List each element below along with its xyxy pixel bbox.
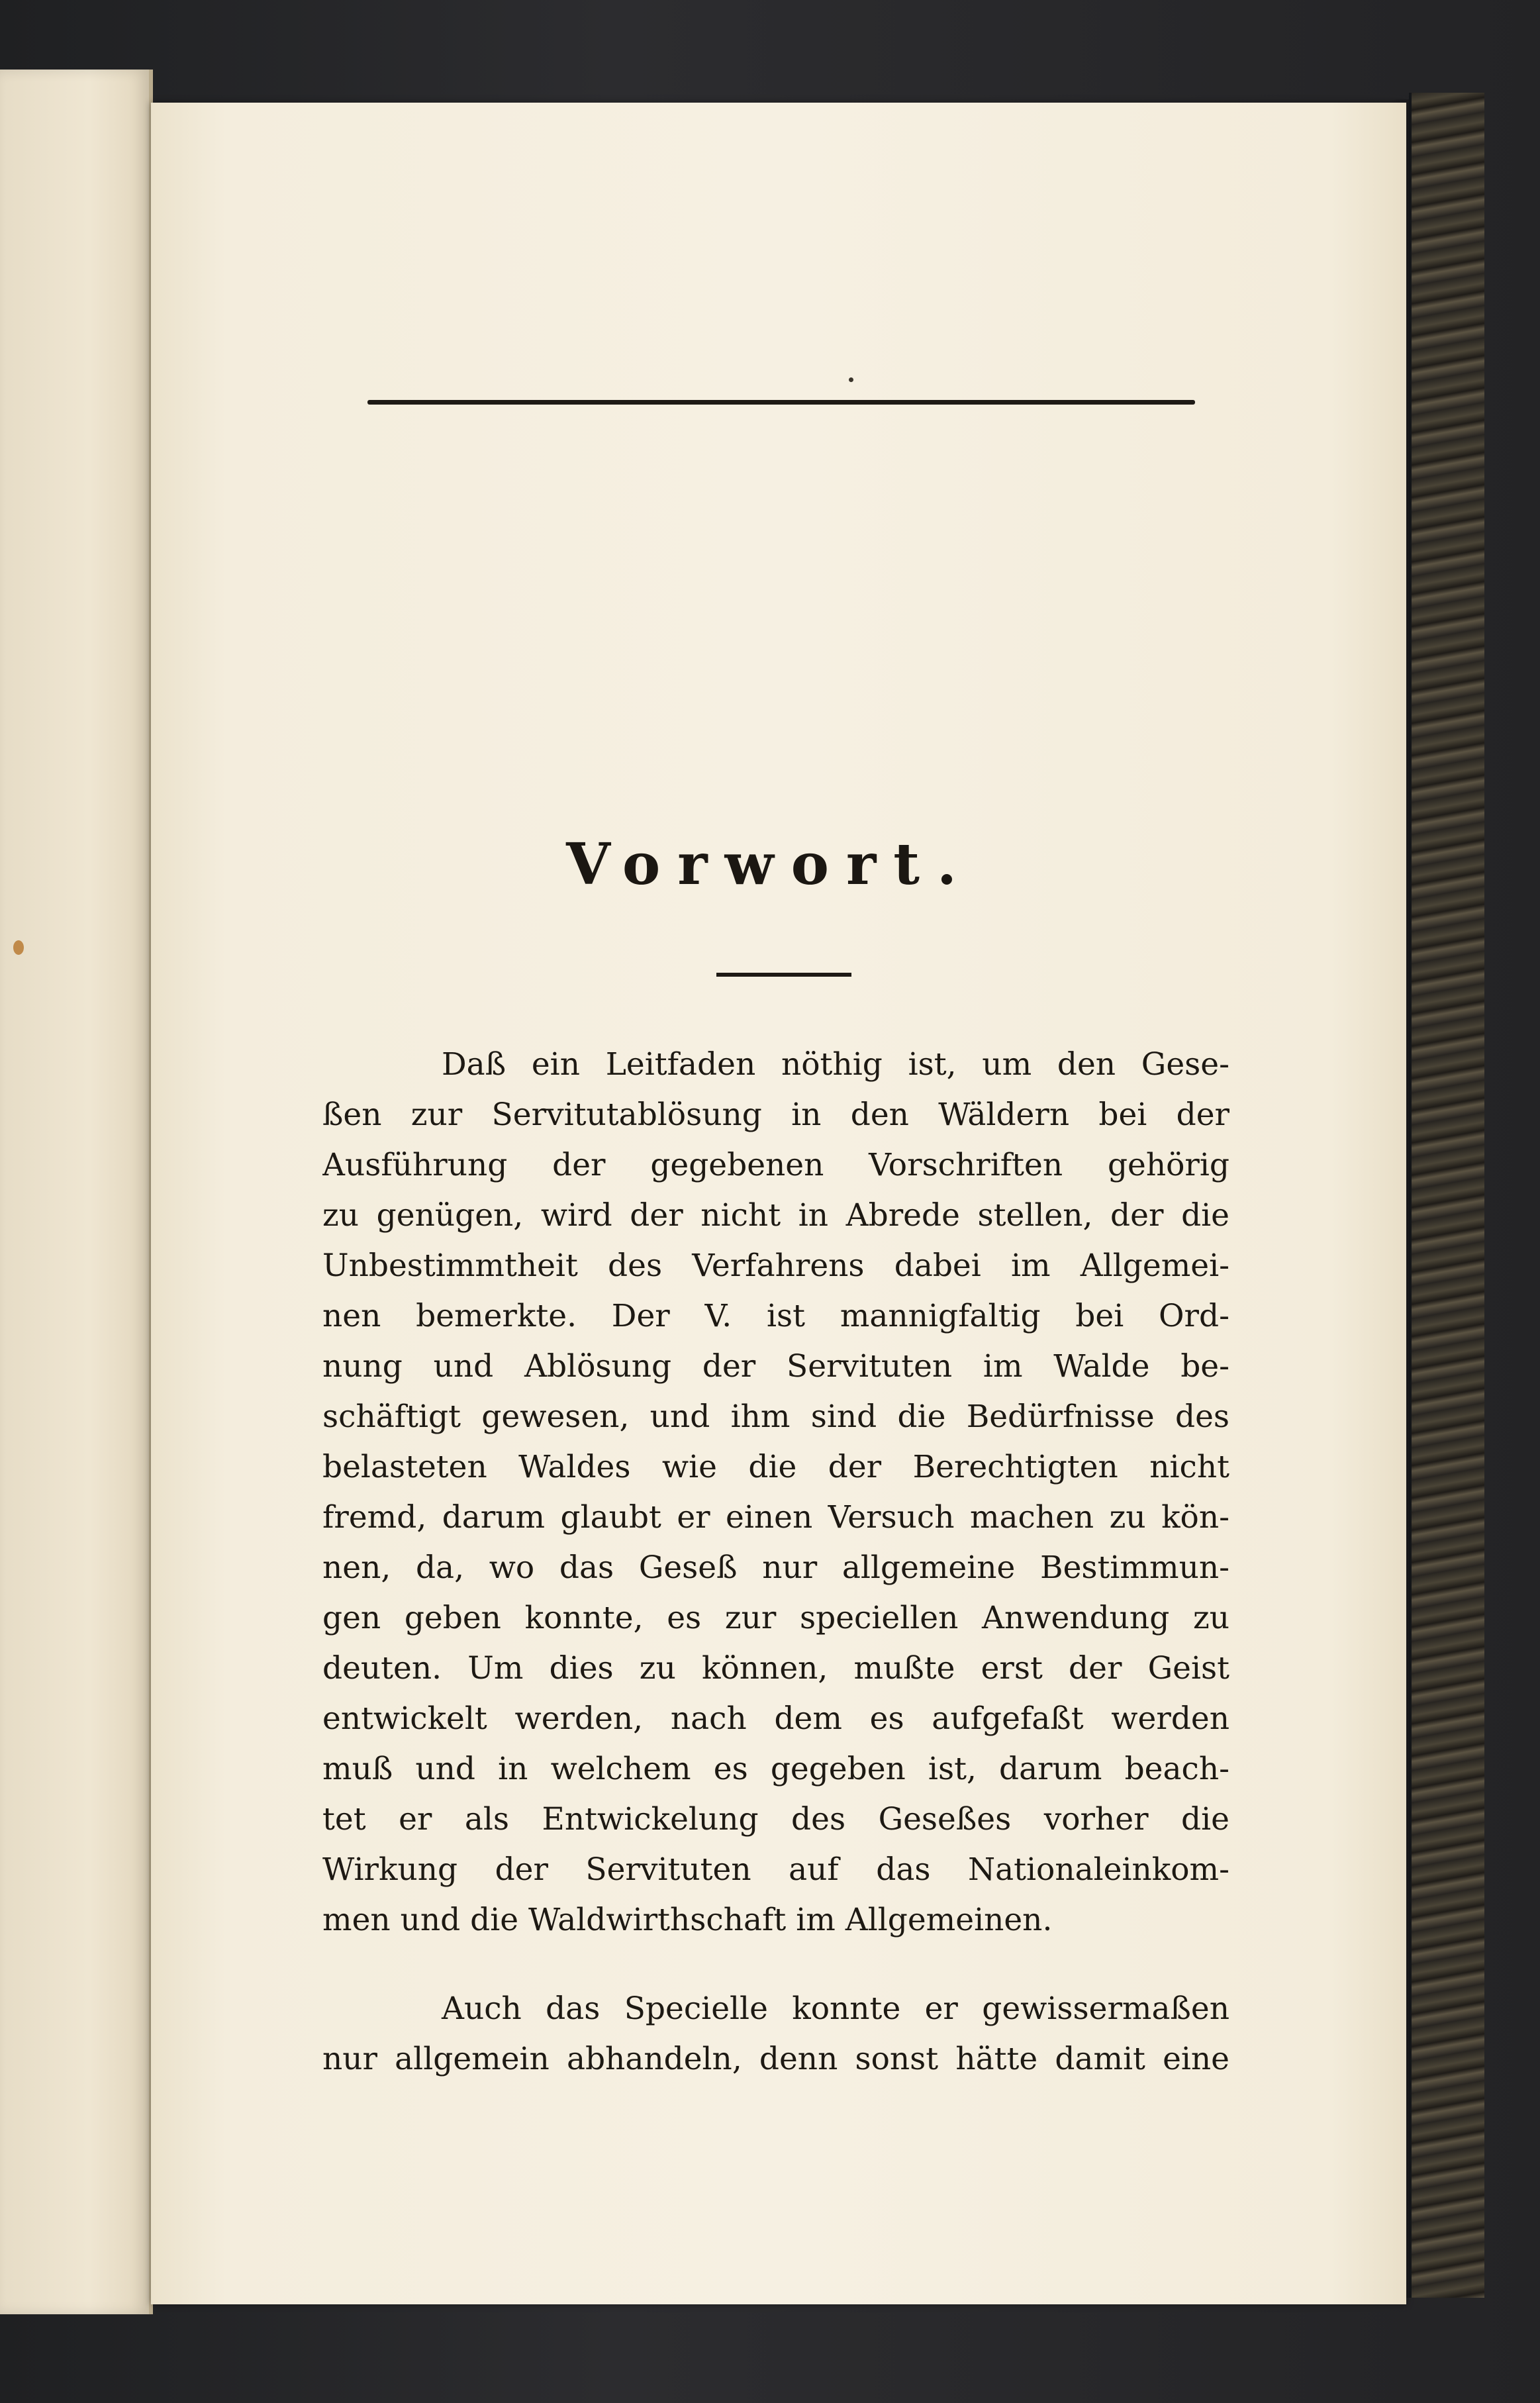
text-line: schäftigt gewesen, und ihm sind die Bedürfnisse des (322, 1398, 1229, 1435)
text-line: zu genügen, wird der nicht in Abrede stellen, der die (322, 1197, 1229, 1234)
text-line: gen geben konnte, es zur speciellen Anwendung zu (322, 1600, 1229, 1636)
page-title: Vorwort. (566, 831, 974, 898)
text-line: nung und Ablösung der Servituten im Walde be- (322, 1348, 1229, 1385)
paragraph-gap (322, 1945, 1229, 1984)
text-line: tet er als Entwickelung des Geseßes vorher die (322, 1801, 1229, 1838)
text-line: nen bemerkte. Der V. ist mannigfaltig bei Ord- (322, 1298, 1229, 1334)
text-line: men und die Waldwirthschaft im Allgemeinen. (322, 1902, 1053, 1938)
text-line: nen, da, wo das Geseß nur allgemeine Bestimmun- (322, 1549, 1229, 1586)
text-line: Unbestimmtheit des Verfahrens dabei im Allgemei- (322, 1248, 1229, 1284)
text-line: Wirkung der Servituten auf das Nationaleinkom- (322, 1851, 1229, 1888)
text-line: nur allgemein abhandeln, denn sonst hätte damit eine (322, 2041, 1229, 2077)
text-line: ßen zur Servitutablösung in den Wäldern bei der (322, 1097, 1229, 1133)
text-line: muß und in welchem es gegeben ist, darum beach- (322, 1751, 1229, 1787)
text-line: fremd, darum glaubt er einen Versuch machen zu kön- (322, 1499, 1229, 1536)
body-text (322, 1040, 1229, 2084)
text-line: deuten. Um dies zu können, mußte erst der Geist (322, 1650, 1229, 1687)
text-line: entwickelt werden, nach dem es aufgefaßt werden (322, 1700, 1229, 1737)
ink-speck (849, 377, 853, 382)
text-line: Ausführung der gegebenen Vorschriften gehörig (322, 1147, 1229, 1183)
text-line: belasteten Waldes wie die der Berechtigten nicht (322, 1449, 1229, 1485)
text-line: Daß ein Leitfaden nöthig ist, um den Gese- (442, 1046, 1229, 1083)
book-cover-edge (1409, 93, 1484, 2298)
top-rule (367, 400, 1195, 405)
paragraph (322, 1984, 1229, 2084)
title-rule (716, 973, 851, 977)
paper-stain (13, 940, 24, 955)
paragraph (322, 1040, 1229, 1945)
text-line: Auch das Specielle konnte er gewissermaßen (442, 1990, 1229, 2027)
left-facing-page (0, 70, 153, 2314)
